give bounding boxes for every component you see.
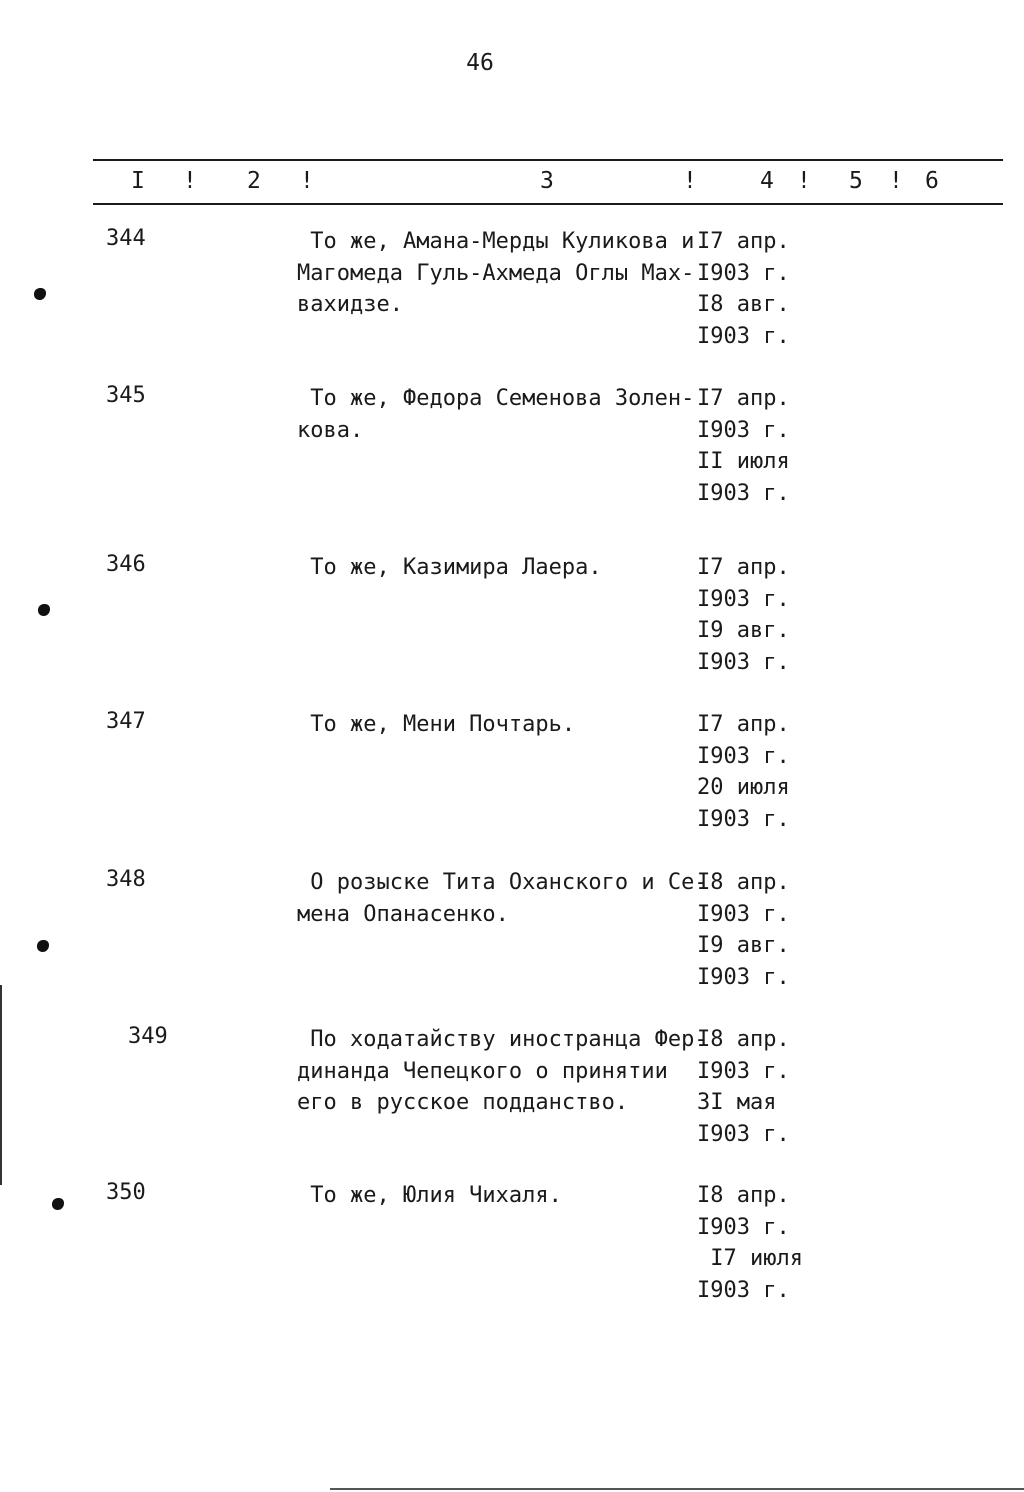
record-number: 345 xyxy=(106,383,146,408)
record-dates: I7 апр. I903 г. I9 авг. I903 г. xyxy=(697,555,790,675)
record-dates: I7 апр. I903 г. 20 июля I903 г. xyxy=(697,712,790,832)
record-description: О розыске Тита Оханского и Се- мена Опанасенко. xyxy=(297,870,708,927)
record-dates: I7 апр. I903 г. II июля I903 г. xyxy=(697,386,790,506)
record-description: То же, Амана-Мерды Куликова и Магомеда Гуль-Ахмеда Оглы Мах- вахидзе. xyxy=(297,229,695,317)
column-separator: ! xyxy=(683,168,697,194)
record-dates: I8 апр. I903 г. I9 авг. I903 г. xyxy=(697,870,790,990)
binding-hole-mark xyxy=(38,604,50,616)
record-description: То же, Мени Почтарь. xyxy=(297,712,576,737)
record-dates: I7 апр. I903 г. I8 авг. I903 г. xyxy=(697,229,790,349)
binding-hole-mark xyxy=(34,288,46,300)
column-header-1: I xyxy=(131,168,145,194)
page-number: 46 xyxy=(466,50,494,76)
scan-edge-line xyxy=(0,985,2,1185)
record-description: По ходатайству иностранца Фер- динанда Чепецкого о принятии его в русское подданство. xyxy=(297,1027,708,1115)
table-top-rule xyxy=(93,159,1003,161)
record-description: То же, Федора Семенова Золен- кова. xyxy=(297,386,695,443)
binding-hole-mark xyxy=(37,940,49,952)
column-separator: ! xyxy=(797,168,811,194)
column-header-6: 6 xyxy=(925,168,939,194)
column-separator: ! xyxy=(889,168,903,194)
column-header-2: 2 xyxy=(247,168,261,194)
record-description: То же, Казимира Лаера. xyxy=(297,555,602,580)
column-separator: ! xyxy=(183,168,197,194)
record-number: 350 xyxy=(106,1180,146,1205)
column-separator: ! xyxy=(300,168,314,194)
record-number: 344 xyxy=(106,226,146,251)
binding-hole-mark xyxy=(52,1198,64,1210)
record-number: 346 xyxy=(106,552,146,577)
scan-edge-line xyxy=(330,1488,1024,1490)
record-dates: I8 апр. I903 г. I7 июля I903 г. xyxy=(697,1183,803,1303)
record-dates: I8 апр. I903 г. 3I мая I903 г. xyxy=(697,1027,790,1147)
column-header-3: 3 xyxy=(540,168,554,194)
table-header-rule xyxy=(93,203,1003,205)
record-number: 348 xyxy=(106,867,146,892)
record-number: 349 xyxy=(128,1024,168,1049)
record-number: 347 xyxy=(106,709,146,734)
record-description: То же, Юлия Чихаля. xyxy=(297,1183,562,1208)
column-header-4: 4 xyxy=(760,168,774,194)
column-header-5: 5 xyxy=(849,168,863,194)
